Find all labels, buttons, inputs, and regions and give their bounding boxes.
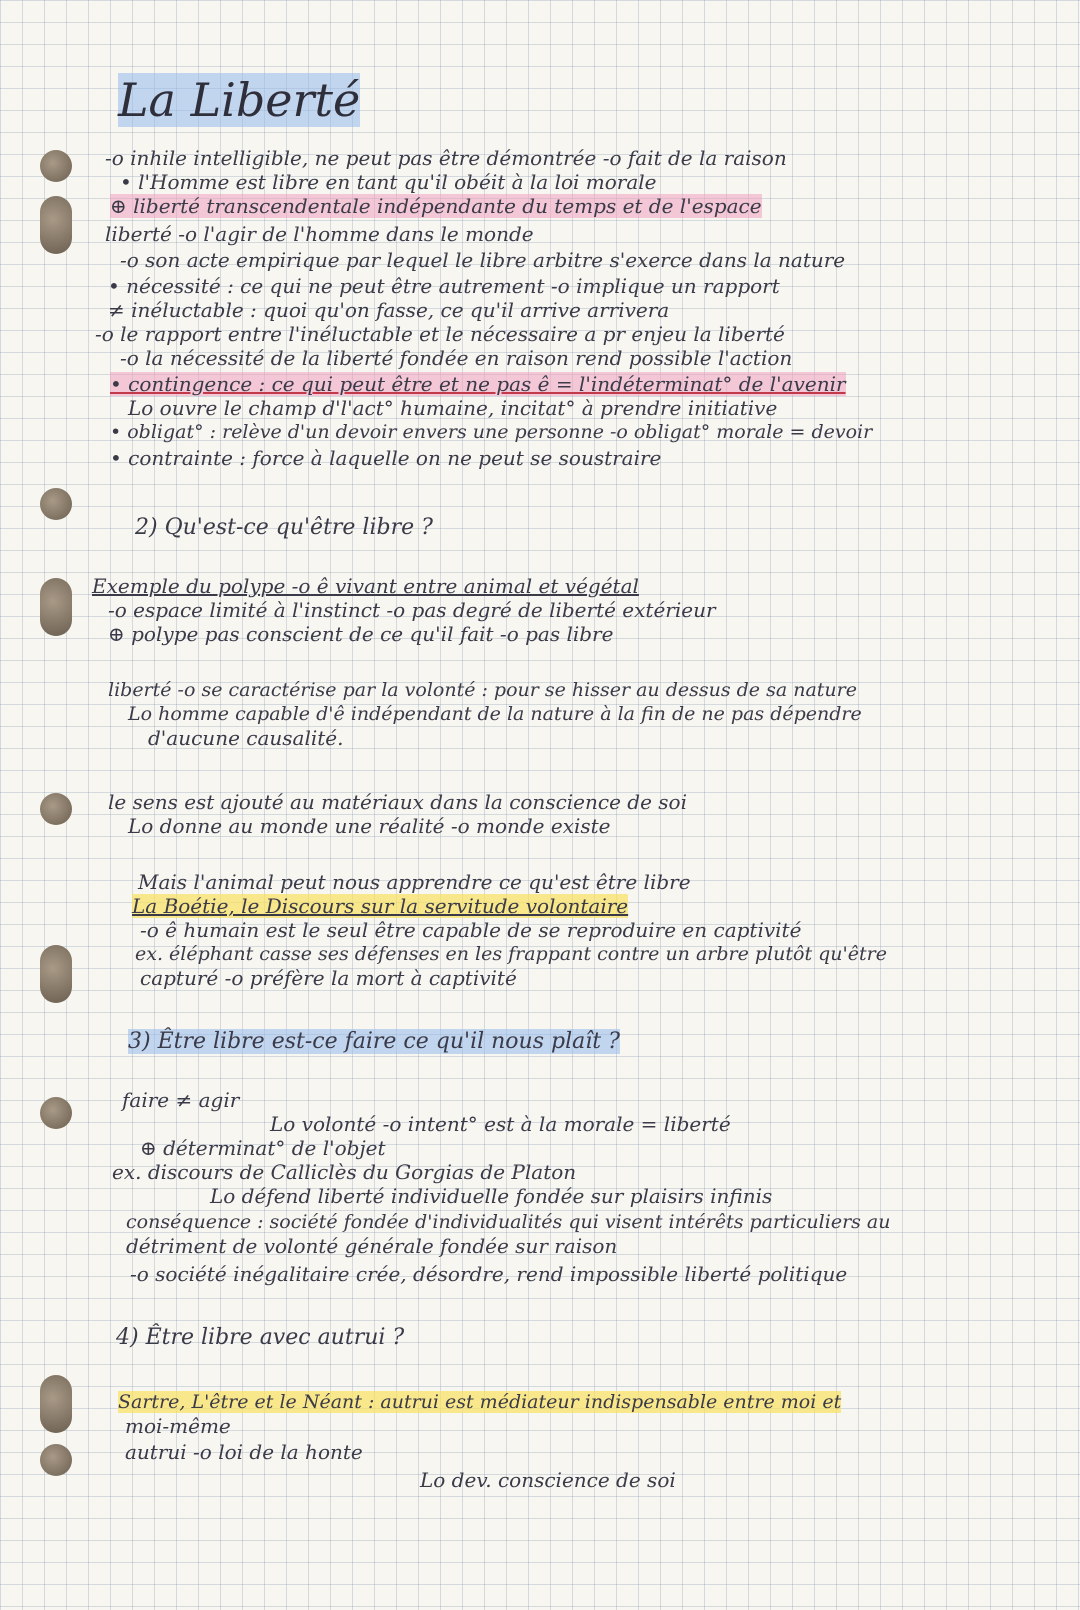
section-heading — [128, 1030, 620, 1054]
note-line: Lo volonté -o intent° est à la morale = liberté — [270, 1112, 731, 1136]
binder-hole — [40, 488, 72, 520]
note-line: -o son acte empirique par lequel le libre arbitre s'exerce dans la nature — [120, 248, 846, 272]
note-line: Lo dev. conscience de soi — [420, 1468, 676, 1492]
note-line: d'aucune causalité. — [148, 726, 344, 750]
section-heading: 2) Qu'est-ce qu'être libre ? — [135, 515, 433, 540]
note-line: le sens est ajouté au matériaux dans la conscience de soi — [108, 790, 687, 814]
note-line: Lo donne au monde une réalité -o monde existe — [128, 814, 611, 838]
note-line: -o ê humain est le seul être capable de se reproduire en captivité — [140, 918, 802, 942]
note-line: faire ≠ agir — [122, 1088, 240, 1112]
note-line: -o le rapport entre l'inéluctable et le nécessaire a pr enjeu la liberté — [95, 322, 785, 346]
note-line: Lo homme capable d'ê indépendant de la nature à la fin de ne pas dépendre — [128, 703, 862, 725]
note-line: ⊕ déterminat° de l'objet — [140, 1136, 386, 1160]
note-line: -o inhile intelligible, ne peut pas être démontrée -o fait de la raison — [105, 146, 787, 170]
binder-hole — [40, 1444, 72, 1476]
note-line: conséquence : société fondée d'individualités qui visent intérêts particuliers au — [126, 1211, 891, 1233]
note-line — [92, 574, 639, 598]
note-line: ⊕ polype pas conscient de ce qu'il fait -o pas libre — [108, 622, 614, 646]
note-line: ex. discours de Calliclès du Gorgias de Platon — [112, 1160, 577, 1184]
note-line: • contrainte : force à laquelle on ne peut se soustraire — [110, 446, 662, 470]
binder-hole — [40, 1097, 72, 1129]
highlighted-text: La Boétie, le Discours sur la servitude volontaire — [132, 894, 629, 918]
note-line: • l'Homme est libre en tant qu'il obéit à la loi morale — [120, 170, 657, 194]
binder-hole — [40, 196, 72, 254]
note-line: -o société inégalitaire crée, désordre, rend impossible liberté politique — [130, 1262, 848, 1286]
note-line: Lo défend liberté individuelle fondée sur plaisirs infinis — [210, 1184, 773, 1208]
highlighted-text: • contingence : ce qui peut être et ne pas ê = l'indéterminat° de l'avenir — [110, 372, 846, 396]
note-line: ex. éléphant casse ses défenses en les frappant contre un arbre plutôt qu'être — [135, 943, 887, 965]
note-line — [118, 1390, 841, 1414]
note-line: détriment de volonté générale fondée sur raison — [126, 1234, 618, 1258]
page-title — [118, 72, 360, 128]
title-text: La Liberté — [118, 73, 361, 127]
note-line: capturé -o préfère la mort à captivité — [140, 966, 517, 990]
binder-hole — [40, 578, 72, 636]
note-line: Mais l'animal peut nous apprendre ce qu'est être libre — [138, 870, 691, 894]
note-line: ≠ inéluctable : quoi qu'on fasse, ce qu'il arrive arrivera — [108, 298, 670, 322]
note-line: • obligat° : relève d'un devoir envers une personne -o obligat° morale = devoir — [110, 421, 873, 443]
highlighted-text: 3) Être libre est-ce faire ce qu'il nous plaît ? — [128, 1029, 620, 1054]
note-line: • nécessité : ce qui ne peut être autrement -o implique un rapport — [108, 274, 780, 298]
note-line: autrui -o loi de la honte — [125, 1440, 363, 1464]
binder-hole — [40, 793, 72, 825]
note-line: moi-même — [125, 1414, 231, 1438]
underlined-text: Exemple du polype -o ê vivant entre animal et végétal — [92, 574, 639, 598]
note-line: Lo ouvre le champ d'l'act° humaine, incitat° à prendre initiative — [128, 396, 778, 420]
note-line: liberté -o se caractérise par la volonté : pour se hisser au dessus de sa nature — [108, 679, 857, 701]
note-line: liberté -o l'agir de l'homme dans le monde — [105, 222, 534, 246]
note-line — [132, 894, 628, 918]
note-line: -o espace limité à l'instinct -o pas degré de liberté extérieur — [108, 598, 716, 622]
highlighted-text: ⊕ liberté transcendentale indépendante du temps et de l'espace — [110, 194, 762, 218]
highlighted-text: Sartre, L'être et le Néant : autrui est médiateur indispensable entre moi et — [118, 1391, 842, 1413]
note-line — [110, 372, 846, 396]
note-line — [110, 194, 762, 218]
binder-hole — [40, 945, 72, 1003]
binder-hole — [40, 1375, 72, 1433]
binder-hole — [40, 150, 72, 182]
note-line: -o la nécessité de la liberté fondée en raison rend possible l'action — [120, 346, 793, 370]
section-heading: 4) Être libre avec autrui ? — [116, 1325, 405, 1350]
